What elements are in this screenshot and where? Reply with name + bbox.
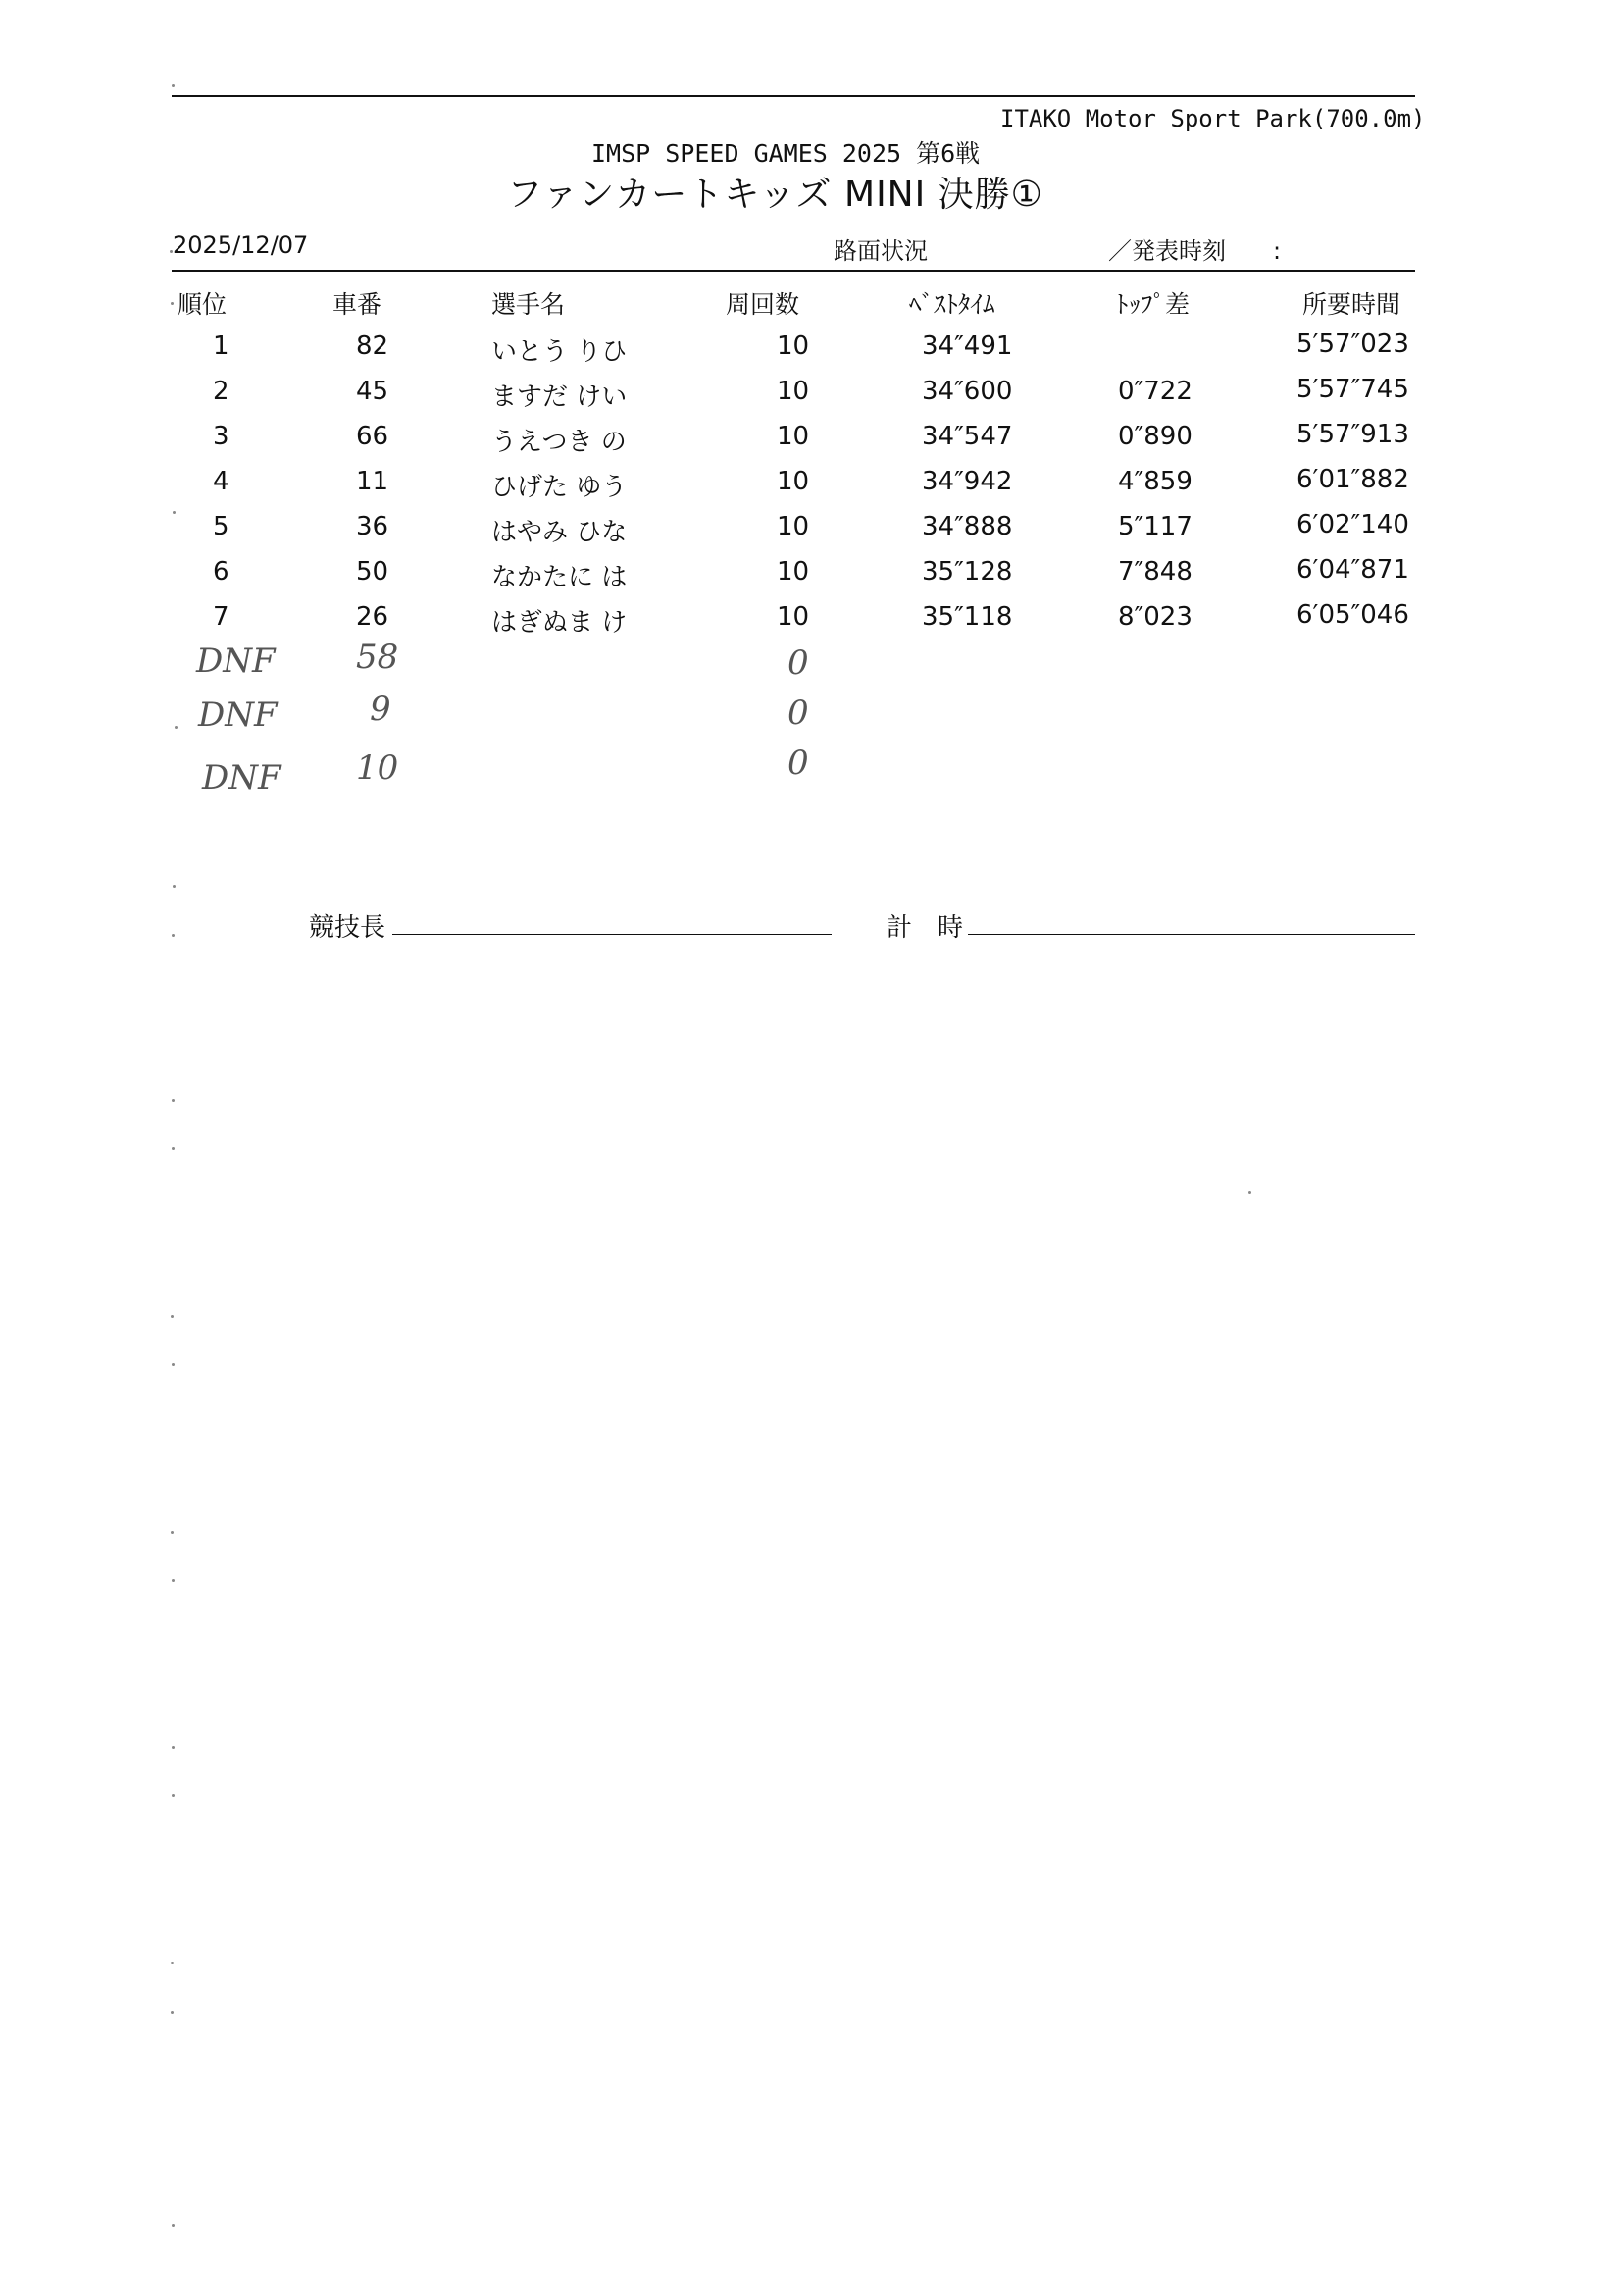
position-cell: 5: [213, 512, 229, 541]
car-number-cell: 36: [356, 512, 389, 541]
gap-cell: 0″722: [1118, 377, 1193, 406]
total-time-cell: 5′57″023: [1296, 330, 1409, 359]
gap-cell: 0″890: [1118, 422, 1193, 451]
laps-cell: 10: [777, 512, 810, 541]
scan-speck: [170, 250, 173, 253]
driver-name-cell: ひげた ゆう: [491, 473, 628, 502]
race-title: ファンカートキッズ MINI 決勝①: [507, 175, 1043, 215]
road-condition-label: 路面状況: [834, 237, 928, 265]
col-header-position: 順位: [178, 290, 228, 319]
best-time-cell: 34″600: [922, 377, 1013, 406]
header-rule: [172, 270, 1415, 272]
laps-cell: 10: [777, 467, 810, 496]
scan-speck: [175, 726, 178, 729]
timekeeper-signature-line: [968, 934, 1415, 935]
col-header-laps: 周回数: [726, 290, 800, 319]
gap-cell: 4″859: [1118, 467, 1193, 496]
position-cell: 1: [213, 331, 229, 361]
best-time-cell: 34″547: [922, 422, 1013, 451]
scan-speck: [1248, 1191, 1251, 1194]
driver-name-cell: なかたに は: [491, 563, 628, 592]
car-number-cell: 50: [356, 557, 389, 586]
scan-speck: [173, 511, 176, 514]
car-number-cell: 66: [356, 422, 389, 451]
best-time-cell: 35″118: [922, 602, 1013, 632]
position-cell: 3: [213, 422, 229, 451]
driver-name-cell: はやみ ひな: [491, 518, 628, 547]
scan-speck: [173, 885, 176, 888]
scan-speck: [172, 934, 175, 937]
handwritten-position: DNF: [198, 695, 278, 735]
laps-cell: 10: [777, 377, 810, 406]
position-cell: 7: [213, 602, 229, 632]
handwritten-laps: 0: [787, 643, 809, 683]
scan-speck: [172, 1147, 175, 1150]
scan-speck: [171, 2011, 174, 2014]
best-time-cell: 35″128: [922, 557, 1013, 586]
chief-steward-signature-line: [392, 934, 832, 935]
handwritten-laps: 0: [787, 743, 809, 783]
position-cell: 6: [213, 557, 229, 586]
scan-speck: [172, 84, 175, 87]
scan-speck: [172, 1363, 175, 1366]
scan-speck: [172, 2224, 175, 2227]
timekeeper-label: 計 時: [887, 913, 964, 943]
best-time-cell: 34″888: [922, 512, 1013, 541]
total-time-cell: 5′57″745: [1296, 375, 1409, 404]
total-time-cell: 6′05″046: [1296, 600, 1409, 630]
handwritten-position: DNF: [202, 758, 281, 797]
race-date: 2025/12/07: [173, 231, 309, 259]
scan-speck: [171, 302, 174, 305]
handwritten-car-number: 9: [370, 689, 391, 729]
handwritten-car-number: 58: [356, 637, 399, 677]
laps-cell: 10: [777, 602, 810, 632]
driver-name-cell: ますだ けい: [491, 382, 628, 412]
scan-speck: [171, 1315, 174, 1318]
handwritten-laps: 0: [787, 693, 809, 733]
driver-name-cell: うえつき の: [491, 428, 627, 457]
scan-speck: [171, 1962, 174, 1964]
best-time-cell: 34″491: [922, 331, 1013, 361]
announce-time-label: ／発表時刻 :: [1108, 237, 1282, 265]
car-number-cell: 82: [356, 331, 389, 361]
car-number-cell: 26: [356, 602, 389, 632]
col-header-driver: 選手名: [491, 290, 566, 319]
event-title: IMSP SPEED GAMES 2025 第6戦: [591, 139, 981, 168]
best-time-cell: 34″942: [922, 467, 1013, 496]
handwritten-car-number: 10: [356, 748, 399, 788]
position-cell: 2: [213, 377, 229, 406]
car-number-cell: 11: [356, 467, 389, 496]
col-header-gap: ﾄｯﾌﾟ差: [1116, 290, 1191, 319]
total-time-cell: 5′57″913: [1296, 420, 1409, 449]
scan-speck: [172, 1099, 175, 1102]
car-number-cell: 45: [356, 377, 389, 406]
laps-cell: 10: [777, 422, 810, 451]
laps-cell: 10: [777, 331, 810, 361]
scan-speck: [171, 1531, 174, 1534]
scan-speck: [172, 1579, 175, 1582]
total-time-cell: 6′04″871: [1296, 555, 1409, 585]
gap-cell: 7″848: [1118, 557, 1193, 586]
venue-label: ITAKO Motor Sport Park(700.0m): [1000, 105, 1426, 132]
col-header-best-time: ﾍﾞｽﾄﾀｲﾑ: [909, 290, 995, 319]
col-header-total-time: 所要時間: [1302, 290, 1401, 319]
position-cell: 4: [213, 467, 229, 496]
gap-cell: 5″117: [1118, 512, 1193, 541]
handwritten-position: DNF: [196, 641, 276, 681]
driver-name-cell: いとう りひ: [491, 337, 628, 367]
total-time-cell: 6′02″140: [1296, 510, 1409, 539]
col-header-car-number: 車番: [332, 290, 382, 319]
scan-speck: [172, 1794, 175, 1797]
chief-steward-label: 競技長: [309, 913, 386, 943]
scan-speck: [172, 1746, 175, 1749]
driver-name-cell: はぎぬま け: [491, 608, 628, 637]
laps-cell: 10: [777, 557, 810, 586]
top-rule: [172, 95, 1415, 97]
gap-cell: 8″023: [1118, 602, 1193, 632]
total-time-cell: 6′01″882: [1296, 465, 1409, 494]
